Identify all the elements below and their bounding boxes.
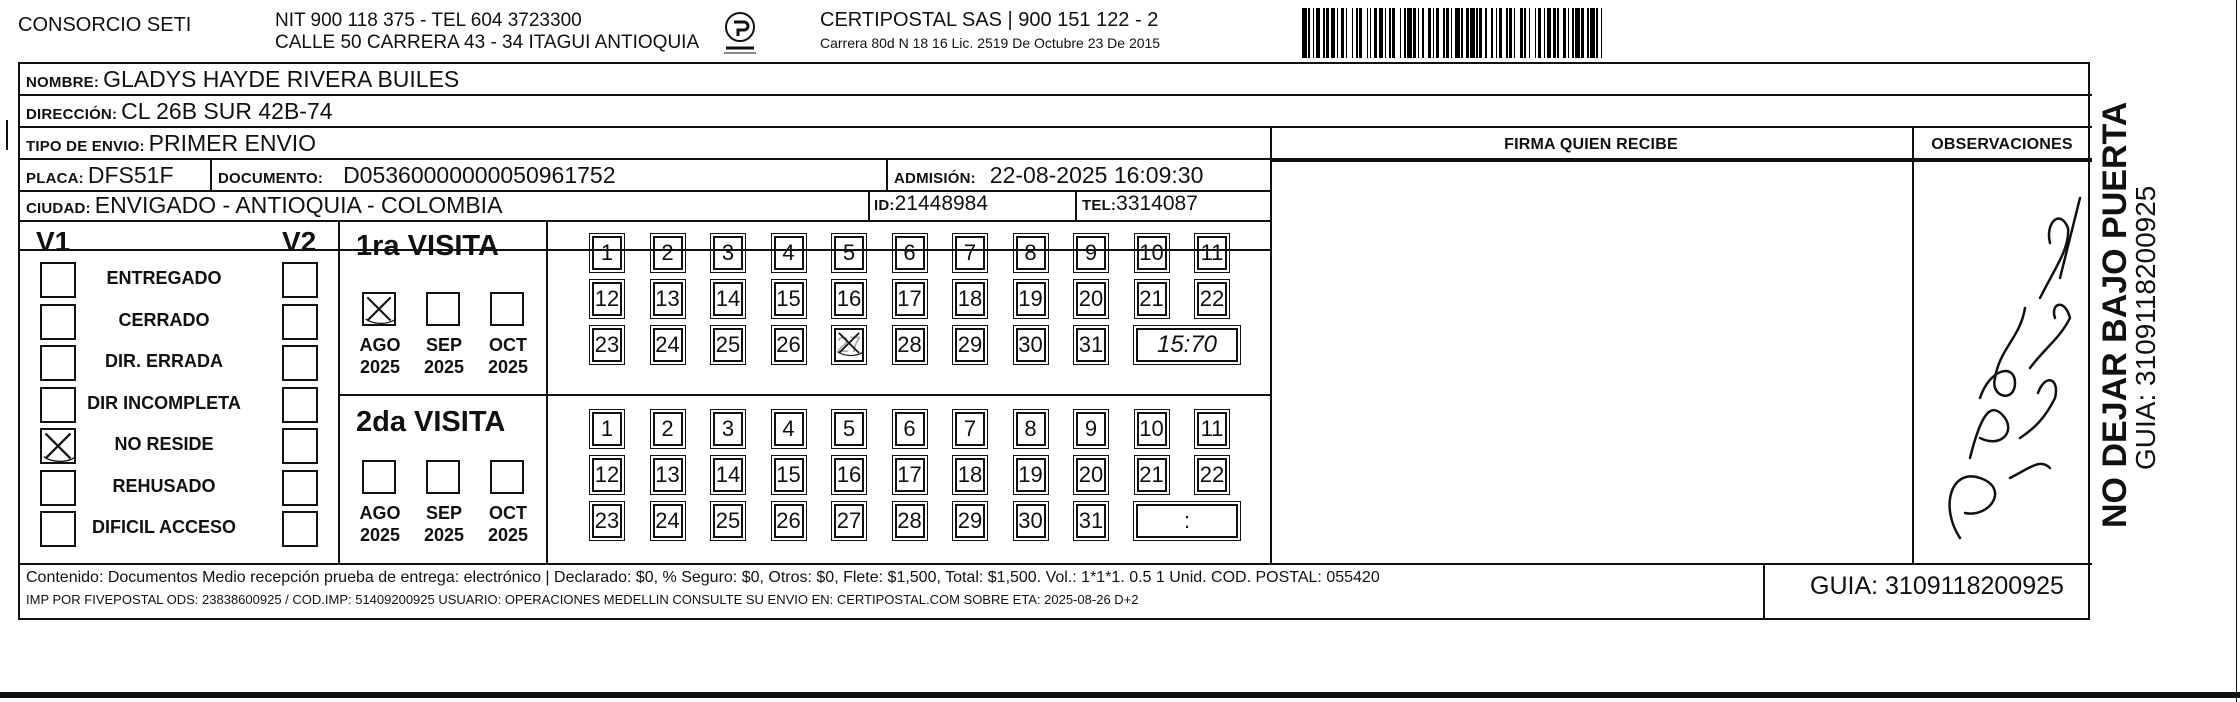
- v2-checkbox: [282, 304, 318, 340]
- month-name: OCT: [489, 503, 527, 523]
- v1-checkbox: [40, 304, 76, 340]
- guia-vertical: GUIA: 3109118200925: [2130, 185, 2161, 470]
- day-cell: 12: [592, 458, 622, 492]
- day-cell: 20: [1076, 282, 1106, 316]
- barcode-bar: [1602, 8, 1607, 58]
- day-cell: 14: [713, 458, 743, 492]
- month-checkbox-sep: [426, 292, 460, 326]
- day-cell: 19: [1016, 282, 1046, 316]
- month-checkbox-ago: [362, 292, 396, 326]
- v1-checkbox: [40, 262, 76, 298]
- placa-label: PLACA:: [26, 170, 84, 187]
- admision-row: [894, 162, 1203, 189]
- v1-checkbox: [40, 428, 76, 464]
- month-label-ago: [350, 502, 410, 546]
- month-year: 2025: [359, 357, 401, 377]
- right-edge: [2236, 0, 2237, 702]
- month-label-oct: [478, 334, 538, 378]
- day-cell: 3: [713, 236, 743, 270]
- day-cell: 8: [1016, 236, 1046, 270]
- id-row: [874, 192, 988, 216]
- direccion-row: [26, 98, 333, 125]
- tipo-label: TIPO DE ENVIO:: [26, 138, 145, 155]
- time-field: 15:70: [1136, 328, 1238, 362]
- margin-tick: [6, 120, 8, 150]
- admision-value: 22-08-2025 16:09:30: [989, 162, 1204, 188]
- day-cell: 7: [955, 236, 985, 270]
- v2-checkbox: [282, 262, 318, 298]
- day-cell: 13: [653, 282, 683, 316]
- v2-checkbox: [282, 428, 318, 464]
- day-cell: 5: [834, 236, 864, 270]
- day-cell: 28: [895, 328, 925, 362]
- day-cell: 31: [1076, 504, 1106, 538]
- day-cell: 15: [774, 282, 804, 316]
- day-cell: 23: [592, 328, 622, 362]
- status-label: DIR. ERRADA: [104, 351, 223, 371]
- id-value: 21448984: [894, 192, 989, 215]
- v2-checkbox: [282, 387, 318, 423]
- tel-value: 3314087: [1116, 192, 1198, 215]
- day-cell: 6: [895, 412, 925, 446]
- status-label: DIR INCOMPLETA: [87, 392, 241, 413]
- nit-line: NIT 900 118 375 - TEL 604 3723300: [275, 10, 582, 31]
- contenido-text: Contenido: Documentos Medio recepción prueba de entrega: electrónico | Declarado: $0, % Seguro: $0, Otros: $0, Flete: $1,500, Total: $1,500. Vol.: 1*1*1. 0.5 1 Unid. COD. POSTAL: 055420: [26, 569, 1380, 586]
- day-cell: 19: [1016, 458, 1046, 492]
- status-label: ENTREGADO: [106, 268, 222, 288]
- day-cell: 31: [1076, 328, 1106, 362]
- month-label-ago: [350, 334, 410, 378]
- day-cell: 14: [713, 282, 743, 316]
- day-cell: 20: [1076, 458, 1106, 492]
- v2-header: V2: [282, 226, 317, 257]
- month-checkbox-oct: [490, 460, 524, 494]
- documento-value: D05360000000050961752: [343, 162, 616, 188]
- day-cell: 17: [895, 282, 925, 316]
- day-cell: 22: [1197, 458, 1227, 492]
- day-cell: 17: [895, 458, 925, 492]
- month-name: SEP: [425, 503, 463, 523]
- day-cell: 2: [653, 412, 683, 446]
- day-cell: 29: [955, 504, 985, 538]
- status-label: NO RESIDE: [114, 434, 214, 454]
- direccion-label: DIRECCIÓN:: [26, 106, 118, 123]
- no-dejar-bajo-puerta: NO DEJAR BAJO PUERTA: [2096, 101, 2134, 528]
- day-cell: 2: [653, 236, 683, 270]
- tipo-row: [26, 130, 316, 157]
- firma-header: FIRMA QUIEN RECIBE: [1504, 136, 1678, 153]
- v2-checkbox: [282, 511, 318, 547]
- documento-row: [218, 162, 616, 189]
- day-cell: 25: [713, 504, 743, 538]
- delivery-form: [18, 62, 2090, 620]
- tel-label: TEL:: [1082, 197, 1117, 214]
- day-cell: 26: [774, 504, 804, 538]
- v1-checkbox: [40, 345, 76, 381]
- day-cell: 10: [1137, 236, 1167, 270]
- visit1-title: 1ra VISITA: [356, 230, 499, 262]
- ciudad-label: CIUDAD:: [26, 200, 91, 217]
- day-cell: 24: [653, 328, 683, 362]
- month-name: AGO: [359, 503, 401, 523]
- status-label: DIFICIL ACCESO: [91, 517, 236, 537]
- month-checkbox-oct: [490, 292, 524, 326]
- day-cell: 27: [834, 504, 864, 538]
- id-label: ID:: [874, 197, 895, 214]
- v1-checkbox: [40, 511, 76, 547]
- month-year: 2025: [423, 525, 465, 545]
- placa-value: DFS51F: [87, 162, 174, 188]
- address-line: CALLE 50 CARRERA 43 - 34 ITAGUI ANTIOQUIA: [275, 32, 700, 53]
- nombre-value: GLADYS HAYDE RIVERA BUILES: [103, 66, 460, 92]
- month-name: SEP: [425, 335, 463, 355]
- placa-row: [26, 162, 174, 189]
- v2-checkbox: [282, 345, 318, 381]
- day-cell: 1: [592, 236, 622, 270]
- nombre-row: [26, 66, 459, 93]
- day-cell: 24: [653, 504, 683, 538]
- day-cell: 13: [653, 458, 683, 492]
- month-label-sep: [414, 502, 474, 546]
- imp-text: IMP POR FIVEPOSTAL ODS: 23838600925 / COD.IMP: 51409200925 USUARIO: OPERACIONES MEDELLIN CONSULTE SU ENVIO EN: CERTIPOSTAL.COM SOBRE ETA: 2025-08-26 D+2: [26, 592, 1139, 607]
- observaciones-header: OBSERVACIONES: [1931, 136, 2073, 153]
- day-cell-checked: 27: [834, 328, 864, 362]
- month-year: 2025: [487, 357, 529, 377]
- carrier-line: CERTIPOSTAL SAS | 900 151 122 - 2: [820, 9, 1159, 31]
- ciudad-row: [26, 192, 502, 219]
- day-cell: 25: [713, 328, 743, 362]
- day-cell: 18: [955, 282, 985, 316]
- day-cell: 28: [895, 504, 925, 538]
- day-cell: 6: [895, 236, 925, 270]
- day-cell: 5: [834, 412, 864, 446]
- month-name: OCT: [489, 335, 527, 355]
- tel-row: [1082, 192, 1198, 216]
- day-cell: 9: [1076, 236, 1106, 270]
- status-label: CERRADO: [118, 309, 210, 330]
- certipostal-logo: [712, 10, 768, 56]
- day-cell: 11: [1197, 236, 1227, 270]
- day-cell: 7: [955, 412, 985, 446]
- day-cell: 4: [774, 412, 804, 446]
- day-cell: 22: [1197, 282, 1227, 316]
- day-cell: 18: [955, 458, 985, 492]
- company-name: CONSORCIO SETI: [18, 14, 192, 36]
- day-cell: 4: [774, 236, 804, 270]
- v1-checkbox: [40, 387, 76, 423]
- ciudad-value: ENVIGADO - ANTIOQUIA - COLOMBIA: [94, 192, 503, 218]
- documento-label: DOCUMENTO:: [218, 170, 324, 187]
- day-cell: 29: [955, 328, 985, 362]
- v1-checkbox: [40, 470, 76, 506]
- guia-footer: GUIA: 3109118200925: [1810, 572, 2064, 600]
- day-cell: 15: [774, 458, 804, 492]
- month-label-sep: [414, 334, 474, 378]
- day-cell: 30: [1016, 504, 1046, 538]
- time-field: :: [1136, 504, 1238, 538]
- bottom-rule: [0, 692, 2240, 698]
- handwritten-note: [1920, 168, 2090, 558]
- barcode: [1302, 8, 1892, 58]
- month-label-oct: [478, 502, 538, 546]
- month-checkbox-ago: [362, 460, 396, 494]
- v2-checkbox: [282, 470, 318, 506]
- v1-header: V1: [36, 226, 71, 257]
- month-checkbox-sep: [426, 460, 460, 494]
- month-year: 2025: [359, 525, 401, 545]
- day-cell: 16: [834, 282, 864, 316]
- day-cell: 1: [592, 412, 622, 446]
- day-cell: 16: [834, 458, 864, 492]
- day-cell: 8: [1016, 412, 1046, 446]
- nombre-label: NOMBRE:: [26, 74, 100, 91]
- month-year: 2025: [487, 525, 529, 545]
- admision-label: ADMISIÓN:: [894, 170, 976, 187]
- month-name: AGO: [359, 335, 401, 355]
- day-cell: 3: [713, 412, 743, 446]
- direccion-value: CL 26B SUR 42B-74: [121, 98, 333, 124]
- day-cell: 12: [592, 282, 622, 316]
- tipo-value: PRIMER ENVIO: [148, 130, 317, 156]
- day-cell: 30: [1016, 328, 1046, 362]
- visit2-title: 2da VISITA: [356, 406, 506, 438]
- license-line: Carrera 80d N 18 16 Lic. 2519 De Octubre 23 De 2015: [820, 35, 1161, 51]
- day-cell: 9: [1076, 412, 1106, 446]
- day-cell: 21: [1137, 282, 1167, 316]
- status-label: REHUSADO: [112, 475, 216, 496]
- day-cell: 26: [774, 328, 804, 362]
- day-cell: 11: [1197, 412, 1227, 446]
- day-cell: 10: [1137, 412, 1167, 446]
- day-cell: 23: [592, 504, 622, 538]
- month-year: 2025: [423, 357, 465, 377]
- day-cell: 21: [1137, 458, 1167, 492]
